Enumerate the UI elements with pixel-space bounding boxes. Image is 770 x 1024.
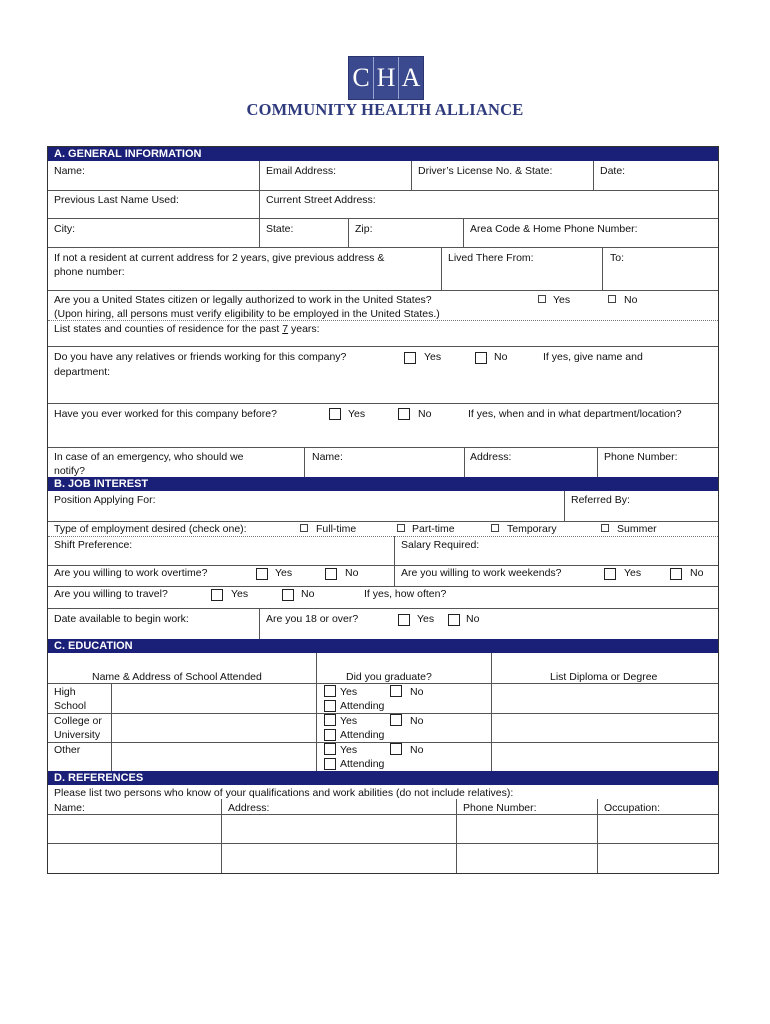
divider: [593, 161, 594, 190]
citizen-yes-label: Yes: [553, 294, 571, 306]
city-label: City:: [54, 223, 75, 235]
college-attending-checkbox[interactable]: [324, 729, 336, 741]
application-form: [47, 146, 719, 874]
travel-yes-label: Yes: [231, 588, 249, 600]
emergency-address-label: Address:: [470, 451, 512, 463]
divider: [259, 608, 260, 639]
other-attending-label: Attending: [340, 758, 385, 770]
other-attending-checkbox[interactable]: [324, 758, 336, 770]
full-time-label: Full-time: [316, 523, 357, 535]
divider: [441, 247, 442, 290]
divider: [456, 799, 457, 873]
weekends-no-label: No: [690, 567, 704, 579]
overtime-yes-label: Yes: [275, 567, 293, 579]
salary-required-label: Salary Required:: [401, 539, 480, 551]
row-line: [48, 447, 718, 448]
travel-no-checkbox[interactable]: [282, 589, 294, 601]
worked-before-no-checkbox[interactable]: [398, 408, 410, 420]
relatives-if-yes-label: If yes, give name and: [543, 351, 643, 363]
cha-logo: [348, 56, 424, 100]
reference-occupation-header: Occupation:: [604, 802, 661, 814]
citizen-question: Are you a United States citizen or legally authorized to work in the United States?: [54, 294, 432, 306]
overtime-no-checkbox[interactable]: [325, 568, 337, 580]
overtime-question: Are you willing to work overtime?: [54, 567, 208, 579]
relatives-no-checkbox[interactable]: [475, 352, 487, 364]
weekends-question: Are you willing to work weekends?: [401, 567, 562, 579]
row-line: [48, 190, 718, 191]
logo-letter-h: H: [374, 57, 399, 99]
college-yes-label: Yes: [340, 715, 358, 727]
age-18-no-checkbox[interactable]: [448, 614, 460, 626]
lived-to-label: To:: [610, 252, 625, 264]
section-job-interest: B. JOB INTEREST: [48, 477, 718, 491]
citizen-note: (Upon hiring, all persons must verify eligibility to be employed in the United States.): [54, 308, 440, 320]
worked-before-yes-label: Yes: [348, 408, 366, 420]
email-label: Email Address:: [266, 165, 337, 177]
referred-by-label: Referred By:: [571, 494, 630, 506]
high-school-yes-checkbox[interactable]: [324, 685, 336, 697]
age-18-no-label: No: [466, 613, 480, 625]
section-education: C. EDUCATION: [48, 639, 718, 653]
college-attending-label: Attending: [340, 729, 385, 741]
diploma-column-header: List Diploma or Degree: [550, 671, 658, 683]
street-address-label: Current Street Address:: [266, 194, 376, 206]
logo-letter-a: A: [401, 63, 421, 92]
divider: [597, 447, 598, 477]
overtime-yes-checkbox[interactable]: [256, 568, 268, 580]
zip-label: Zip:: [355, 223, 373, 235]
organization-name: COMMUNITY HEALTH ALLIANCE: [246, 100, 524, 119]
row-line: [48, 247, 718, 248]
home-phone-label: Area Code & Home Phone Number:: [470, 223, 638, 235]
lived-from-label: Lived There From:: [448, 252, 534, 264]
relatives-no-label: No: [494, 351, 508, 363]
reference-phone-header: Phone Number:: [463, 802, 537, 814]
worked-before-yes-checkbox[interactable]: [329, 408, 341, 420]
states-counties-text: List states and counties of residence for the past: [54, 323, 283, 335]
name-label: Name:: [54, 165, 85, 177]
high-school-label-2: School: [54, 700, 87, 712]
how-often-label: If yes, how often?: [364, 588, 447, 600]
high-school-no-checkbox[interactable]: [390, 685, 402, 697]
row-line: [48, 346, 718, 347]
shift-preference-label: Shift Preference:: [54, 539, 133, 551]
row-line: [48, 713, 718, 714]
previous-last-name-label: Previous Last Name Used:: [54, 194, 179, 206]
emergency-label-2: notify?: [54, 465, 85, 477]
relatives-yes-checkbox[interactable]: [404, 352, 416, 364]
divider: [304, 447, 305, 477]
logo-letter-c: C: [349, 57, 374, 99]
summer-label: Summer: [617, 523, 657, 535]
emergency-name-label: Name:: [312, 451, 343, 463]
state-label: State:: [266, 223, 294, 235]
summer-checkbox[interactable]: [601, 524, 609, 532]
divider: [348, 218, 349, 247]
citizen-yes-checkbox[interactable]: [538, 295, 546, 303]
previous-address-label: If not a resident at current address for 2 years, give previous address &: [54, 252, 385, 264]
weekends-no-checkbox[interactable]: [670, 568, 682, 580]
row-line: [48, 536, 718, 537]
divider: [464, 447, 465, 477]
license-label: Driver’s License No. & State:: [418, 165, 553, 177]
full-time-checkbox[interactable]: [300, 524, 308, 532]
worked-before-question: Have you ever worked for this company before?: [54, 408, 277, 420]
divider: [564, 491, 565, 521]
divider: [597, 799, 598, 873]
worked-before-if-yes-label: If yes, when and in what department/location?: [468, 408, 682, 420]
college-no-label: No: [410, 715, 424, 727]
weekends-yes-label: Yes: [624, 567, 642, 579]
divider: [602, 247, 603, 290]
states-counties-suffix: years:: [288, 323, 320, 335]
citizen-no-checkbox[interactable]: [608, 295, 616, 303]
relatives-department-label: department:: [54, 366, 111, 378]
weekends-yes-checkbox[interactable]: [604, 568, 616, 580]
age-18-question: Are you 18 or over?: [266, 613, 359, 625]
high-school-attending-checkbox[interactable]: [324, 700, 336, 712]
relatives-yes-label: Yes: [424, 351, 442, 363]
college-label-2: University: [54, 729, 101, 741]
temporary-checkbox[interactable]: [491, 524, 499, 532]
divider: [394, 565, 395, 586]
worked-before-no-label: No: [418, 408, 432, 420]
emergency-phone-label: Phone Number:: [604, 451, 678, 463]
relatives-question: Do you have any relatives or friends working for this company?: [54, 351, 347, 363]
states-counties-label: [54, 322, 320, 336]
high-school-label: High: [54, 686, 76, 698]
divider: [463, 218, 464, 247]
part-time-checkbox[interactable]: [397, 524, 405, 532]
other-yes-label: Yes: [340, 744, 358, 756]
divider: [221, 799, 222, 873]
row-line: [48, 608, 718, 609]
high-school-yes-label: Yes: [340, 686, 358, 698]
emergency-label: In case of an emergency, who should we: [54, 451, 244, 463]
school-column-header: Name & Address of School Attended: [92, 671, 262, 683]
row-line: [48, 683, 718, 684]
row-line: [48, 320, 718, 321]
other-no-checkbox[interactable]: [390, 743, 402, 755]
overtime-no-label: No: [345, 567, 359, 579]
age-18-yes-checkbox[interactable]: [398, 614, 410, 626]
position-label: Position Applying For:: [54, 494, 156, 506]
travel-no-label: No: [301, 588, 315, 600]
employment-type-label: Type of employment desired (check one):: [54, 523, 247, 535]
temporary-label: Temporary: [507, 523, 557, 535]
citizen-no-label: No: [624, 294, 638, 306]
travel-question: Are you willing to travel?: [54, 588, 168, 600]
graduate-column-header: Did you graduate?: [346, 671, 432, 683]
reference-name-header: Name:: [54, 802, 85, 814]
references-intro: Please list two persons who know of your qualifications and work abilities (do not include relatives):: [54, 787, 514, 799]
row-line: [48, 218, 718, 219]
section-references: D. REFERENCES: [48, 771, 718, 785]
divider: [259, 218, 260, 247]
states-counties-years: 7: [282, 323, 289, 335]
reference-address-header: Address:: [228, 802, 270, 814]
section-general-information: A. GENERAL INFORMATION: [48, 147, 718, 161]
age-18-yes-label: Yes: [417, 613, 435, 625]
other-school-label: Other: [54, 744, 81, 756]
row-line: [48, 742, 718, 743]
divider: [259, 161, 260, 190]
row-line: [48, 814, 718, 815]
divider: [111, 683, 112, 772]
travel-yes-checkbox[interactable]: [211, 589, 223, 601]
date-label: Date:: [600, 165, 626, 177]
date-available-label: Date available to begin work:: [54, 613, 189, 625]
previous-address-label-2: phone number:: [54, 266, 125, 278]
high-school-no-label: No: [410, 686, 424, 698]
part-time-label: Part-time: [412, 523, 455, 535]
divider: [394, 536, 395, 565]
college-yes-checkbox[interactable]: [324, 714, 336, 726]
row-line: [48, 403, 718, 404]
high-school-attending-label: Attending: [340, 700, 385, 712]
other-no-label: No: [410, 744, 424, 756]
divider: [259, 190, 260, 218]
college-label: College or: [54, 715, 102, 727]
row-line: [48, 843, 718, 844]
row-line: [48, 290, 718, 291]
college-no-checkbox[interactable]: [390, 714, 402, 726]
divider: [411, 161, 412, 190]
other-yes-checkbox[interactable]: [324, 743, 336, 755]
